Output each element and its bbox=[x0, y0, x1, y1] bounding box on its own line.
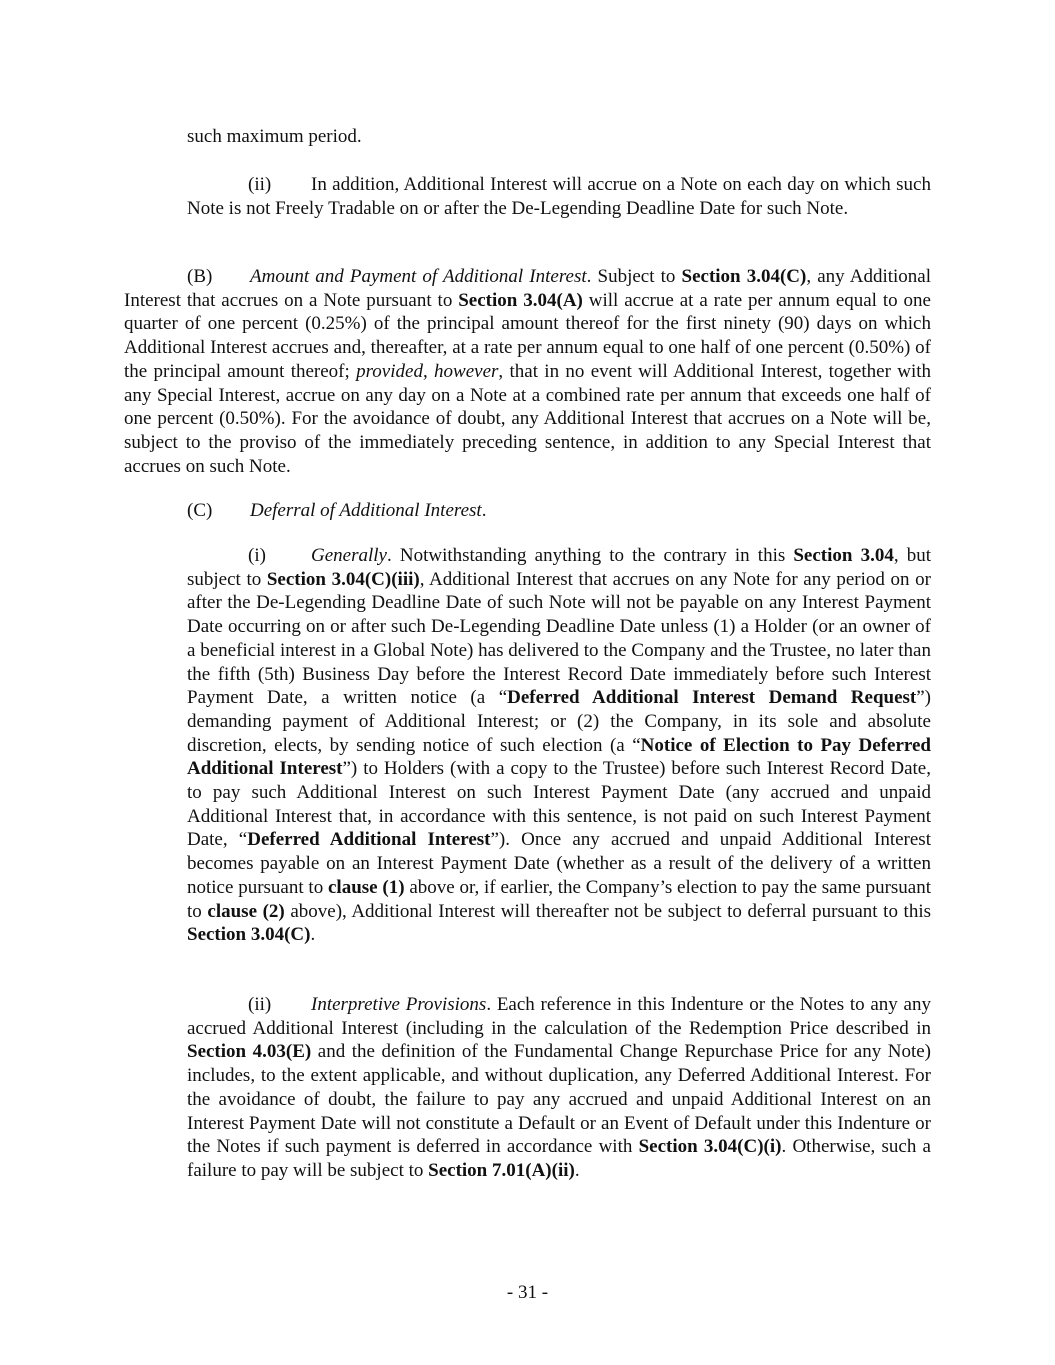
paragraph-heading: Amount and Payment of Additional Interest bbox=[250, 266, 587, 287]
paragraph-label: (B) bbox=[187, 266, 213, 287]
paragraph-heading: Deferral of Additional Interest bbox=[250, 500, 482, 521]
section-reference: Section 3.04(C)(iii) bbox=[266, 568, 420, 590]
page-number: - 31 - bbox=[506, 1282, 549, 1303]
defined-term: Notice of Election to Pay Deferred Additional Interest bbox=[187, 734, 931, 780]
text-run: , that in no event will Additional Interest, together with any Special Interest, accrue on any day on a Note at a combined rate per annum that exceeds one half of one percent (0.50%). For the avoidance of doubt, any Additional Interest that accrues on a Note will be, subject to the proviso of the immediately preceding sentence, in addition to any Special Interest that accrues on such Note. bbox=[124, 360, 932, 477]
paragraph-b bbox=[124, 265, 931, 478]
section-reference: Section 3.04 bbox=[793, 545, 894, 566]
carryover-text: such maximum period. bbox=[187, 126, 362, 147]
paragraph-label: (C) bbox=[187, 500, 213, 521]
section-reference: Section 7.01(A)(ii) bbox=[428, 1159, 575, 1181]
text-run: , but subject to bbox=[187, 545, 931, 590]
text-run: , any Additional Interest that accrues on a Note pursuant to bbox=[124, 266, 932, 311]
text-run: . Otherwise, such a failure to pay will be subject to bbox=[187, 1136, 931, 1181]
text-run: , bbox=[422, 360, 435, 382]
section-reference: Section 4.03(E) bbox=[187, 1041, 312, 1063]
defined-term: Deferred Additional Interest bbox=[247, 829, 491, 851]
paragraph-heading: Interpretive Provisions bbox=[311, 994, 487, 1015]
text-run: . bbox=[481, 500, 487, 521]
defined-term: Deferred Additional Interest Demand Request bbox=[507, 687, 917, 709]
paragraph-a-ii bbox=[187, 173, 931, 220]
text-run: ”). Once any accrued and unpaid Additional Interest becomes payable on an Interest Payment Date (whether as a result of the delivery of a written notice pursuant to bbox=[187, 829, 931, 898]
proviso-term: provided bbox=[356, 360, 423, 382]
text-run: . bbox=[574, 1159, 580, 1181]
clause-reference: clause (1) bbox=[327, 876, 405, 898]
text-run: . Each reference in this Indenture or the Notes to any any accrued Additional Interest (including in the calculation of the Redemption Price described in bbox=[187, 994, 931, 1039]
text-run: . Subject to bbox=[586, 266, 682, 287]
paragraph-heading: Generally bbox=[311, 545, 387, 566]
text-run: . Notwithstanding anything to the contrary in this bbox=[386, 545, 794, 566]
paragraph-label: (ii) bbox=[248, 174, 272, 195]
text-run: and the definition of the Fundamental Change Repurchase Price for any Note) includes, to the extent applicable, and without duplication, any Deferred Additional Interest. For the avoidance of doubt, the failure to pay any accrued and unpaid Additional Interest on an Interest Payment Date will not constitute a Default or an Event of Default under this Indenture or the Notes if such payment is deferred in accordance with bbox=[187, 1041, 931, 1158]
paragraph-c-i bbox=[187, 544, 931, 947]
section-reference: Section 3.04(C) bbox=[187, 924, 311, 946]
text-run: ”) demanding payment of Additional Interest; or (2) the Company, in its sole and absolute discretion, elects, by sending notice of such election (a “ bbox=[187, 687, 932, 756]
text-run: above or, if earlier, the Company’s election to pay the same pursuant to bbox=[187, 876, 931, 922]
carryover-paragraph bbox=[187, 125, 931, 149]
paragraph-label: (i) bbox=[248, 545, 266, 566]
text-run: . bbox=[310, 924, 316, 946]
paragraph-text: In addition, Additional Interest will accrue on a Note on each day on which such Note is not Freely Tradable on or after the De-Legending Deadline Date for such Note. bbox=[187, 174, 931, 219]
clause-reference: clause (2) bbox=[207, 900, 285, 922]
text-run: ”) to Holders (with a copy to the Trustee) before such Interest Record Date, to pay such Additional Interest on such Interest Payment Date (any accrued and unpaid Additional Interest that, in accordance with this sentence, is not paid on such Interest Payment Date, “ bbox=[187, 758, 931, 851]
paragraph-label: (ii) bbox=[248, 994, 272, 1015]
paragraph-c bbox=[124, 499, 931, 523]
section-reference: Section 3.04(C)(i) bbox=[638, 1136, 782, 1158]
section-reference: Section 3.04(A) bbox=[458, 289, 583, 311]
text-run: will accrue at a rate per annum equal to one quarter of one percent (0.25%) of the principal amount thereof for the first ninety (90) days on which Additional Interest accrues and, thereafter, at a rate per annum equal to one half of one percent (0.50%) of the principal amount thereof; bbox=[124, 289, 931, 382]
proviso-term: however bbox=[434, 360, 499, 382]
section-reference: Section 3.04(C) bbox=[681, 266, 807, 287]
paragraph-c-ii bbox=[187, 993, 931, 1183]
text-run: , Additional Interest that accrues on any Note for any period on or after the De-Legending Deadline Date of such Note will not be payable on any Interest Payment Date occurring on or after such De-Legending Deadline Date unless (1) a Holder (or an owner of a beneficial interest in a Global Note) has delivered to the Company and the Trustee, no later than the fifth (5th) Business Day before the Interest Record Date immediately before such Interest Payment Date, a written notice (a “ bbox=[187, 568, 931, 709]
text-run: above), Additional Interest will thereafter not be subject to deferral pursuant to this bbox=[284, 900, 932, 922]
